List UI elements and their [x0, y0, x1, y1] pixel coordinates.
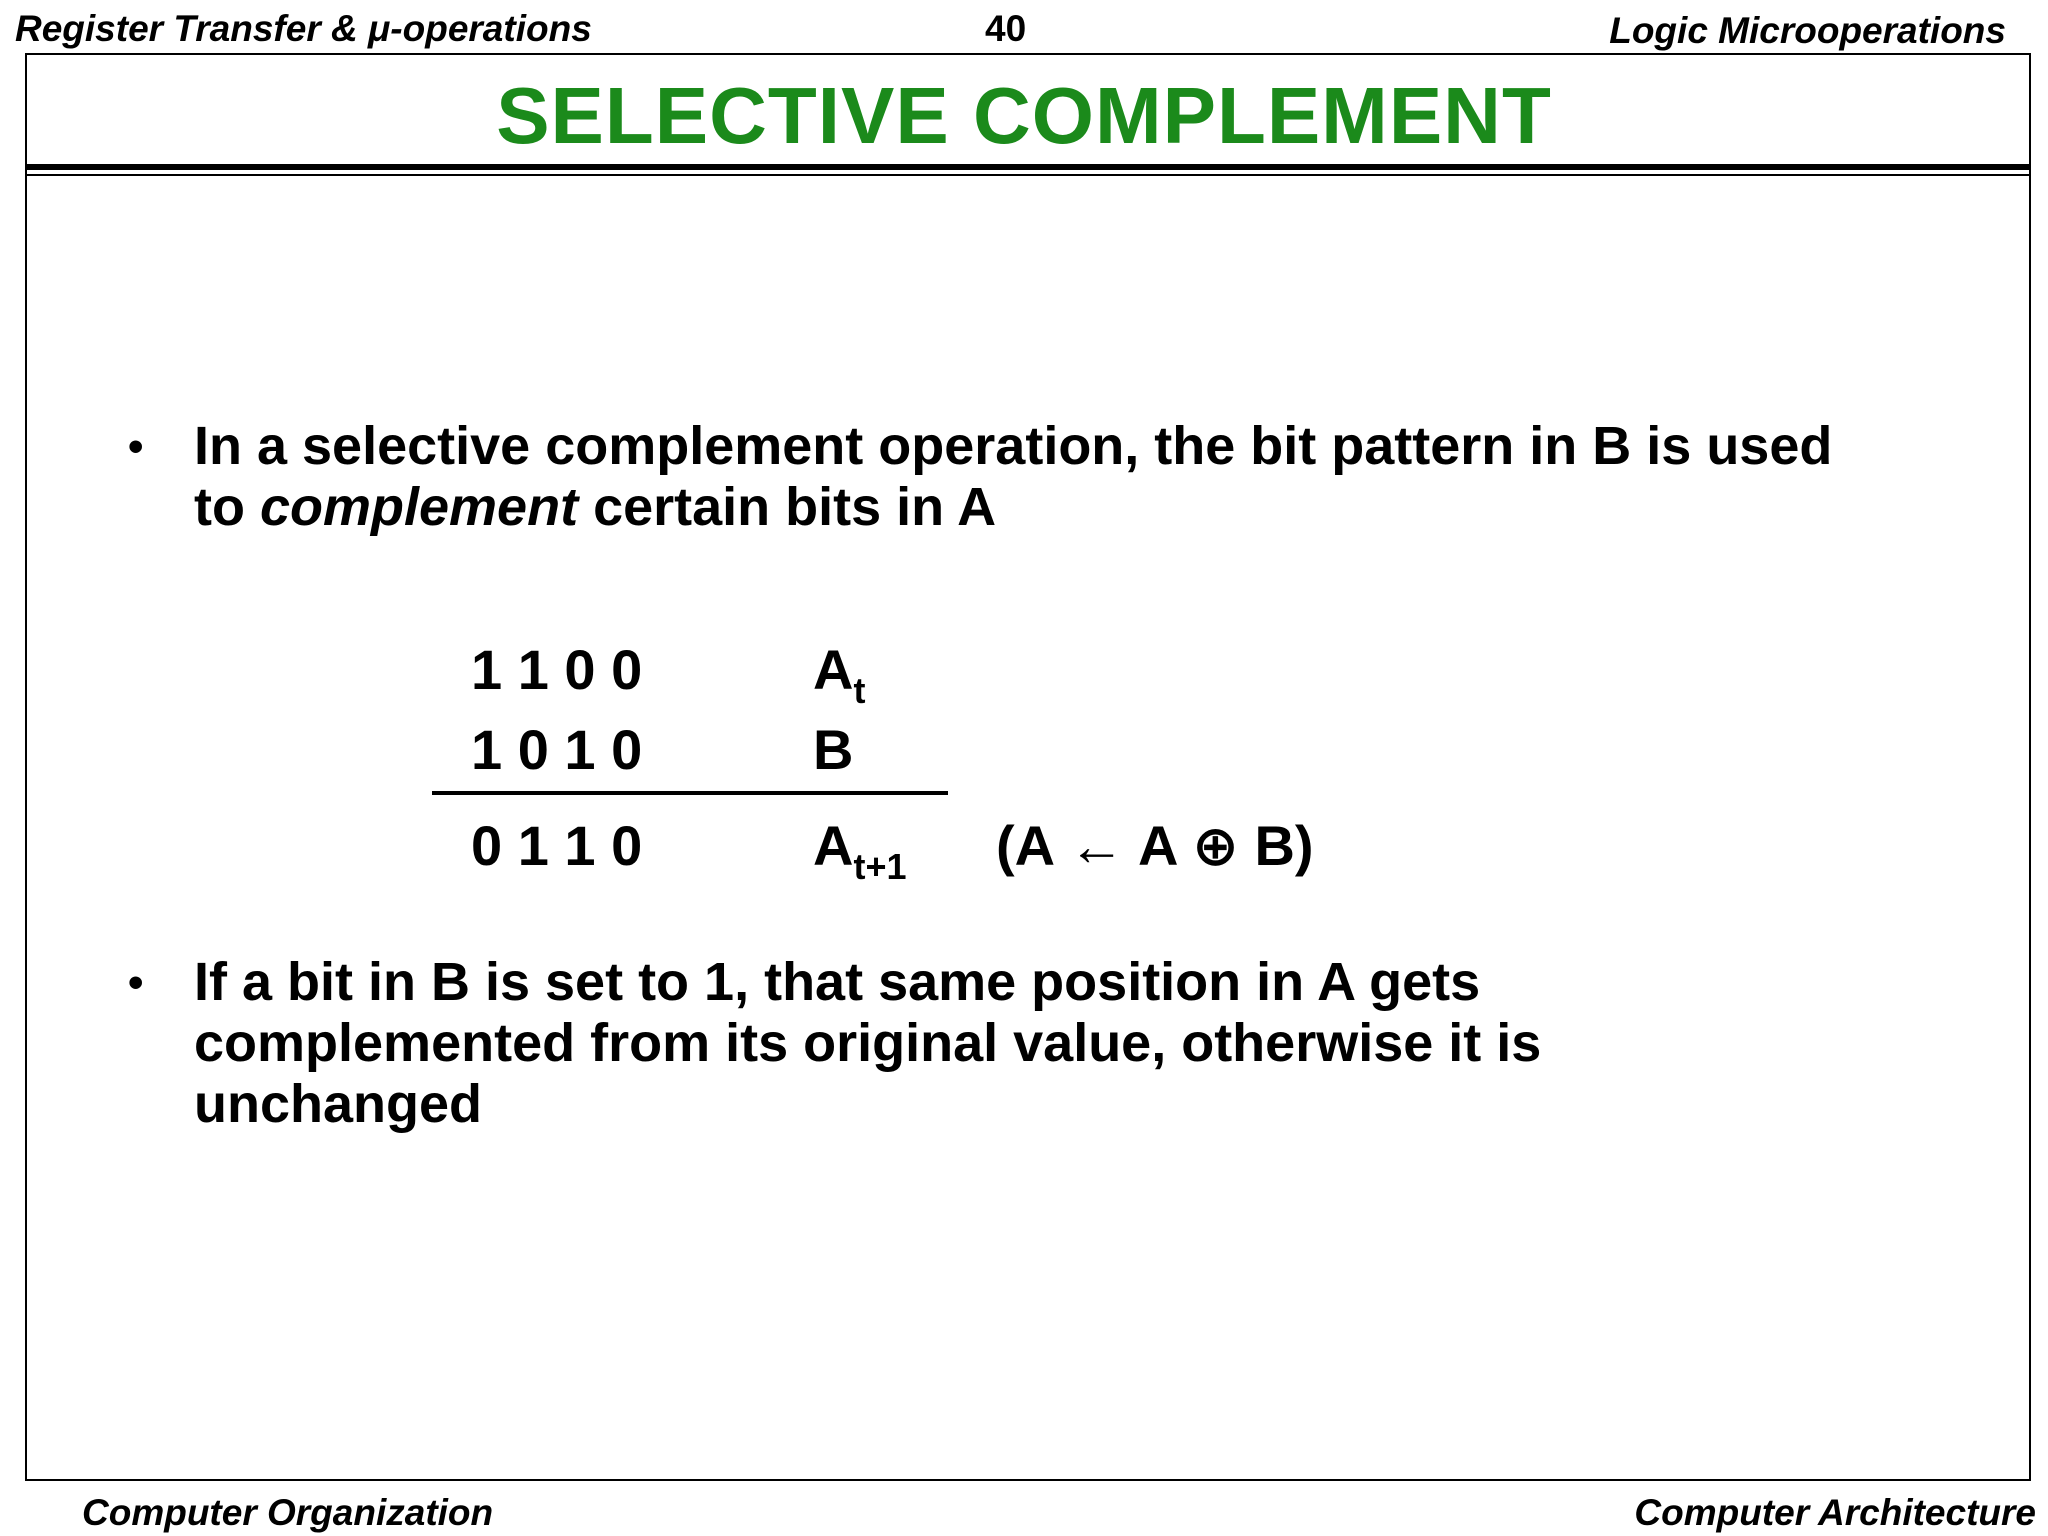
- title-divider-thin: [25, 174, 2031, 176]
- label-a-t1-main: A: [813, 814, 854, 877]
- label-b: B: [813, 718, 854, 781]
- label-a-t-sub: t: [853, 670, 866, 711]
- bullet-marker: •: [128, 958, 144, 1007]
- bullet-item-2: [128, 952, 1794, 1135]
- title-divider-thick: [25, 164, 2031, 170]
- header-left-title: Register Transfer & μ-operations: [15, 8, 592, 49]
- bullet-text-2: If a bit in B is set to 1, that same position in A gets complemented from its original value, otherwise it is unchanged: [194, 952, 1542, 1134]
- footer-right: Computer Architecture: [1634, 1492, 2036, 1533]
- sum-underline: [432, 791, 948, 795]
- bullet-text-1: [194, 416, 1894, 538]
- operation-expression: (A ← A ⊕ B): [996, 814, 1314, 877]
- label-a-t-main: A: [813, 638, 854, 701]
- bits-row-b: 1 0 1 0: [471, 718, 643, 781]
- slide-frame: [25, 53, 2031, 1481]
- bullet-1-text-start: In a selective complement operation, the bit pattern in B is used to: [194, 416, 1833, 537]
- label-a-t-plus-1: [813, 814, 907, 887]
- label-a-t: [813, 638, 866, 711]
- slide-title: SELECTIVE COMPLEMENT: [496, 71, 1552, 160]
- bullet-marker: •: [128, 422, 144, 471]
- header-right-title: Logic Microoperations: [1609, 10, 2006, 51]
- bullet-item-1: [128, 416, 1894, 538]
- bullet-1-text-end: certain bits in A: [578, 477, 997, 537]
- bullet-1-emphasis: complement: [259, 477, 579, 537]
- bits-row-a-t: 1 1 0 0: [471, 638, 643, 701]
- label-a-t1-sub: t+1: [853, 846, 907, 887]
- footer-left: Computer Organization: [82, 1492, 494, 1533]
- page-number: 40: [985, 8, 1027, 49]
- bits-row-result: 0 1 1 0: [471, 814, 643, 877]
